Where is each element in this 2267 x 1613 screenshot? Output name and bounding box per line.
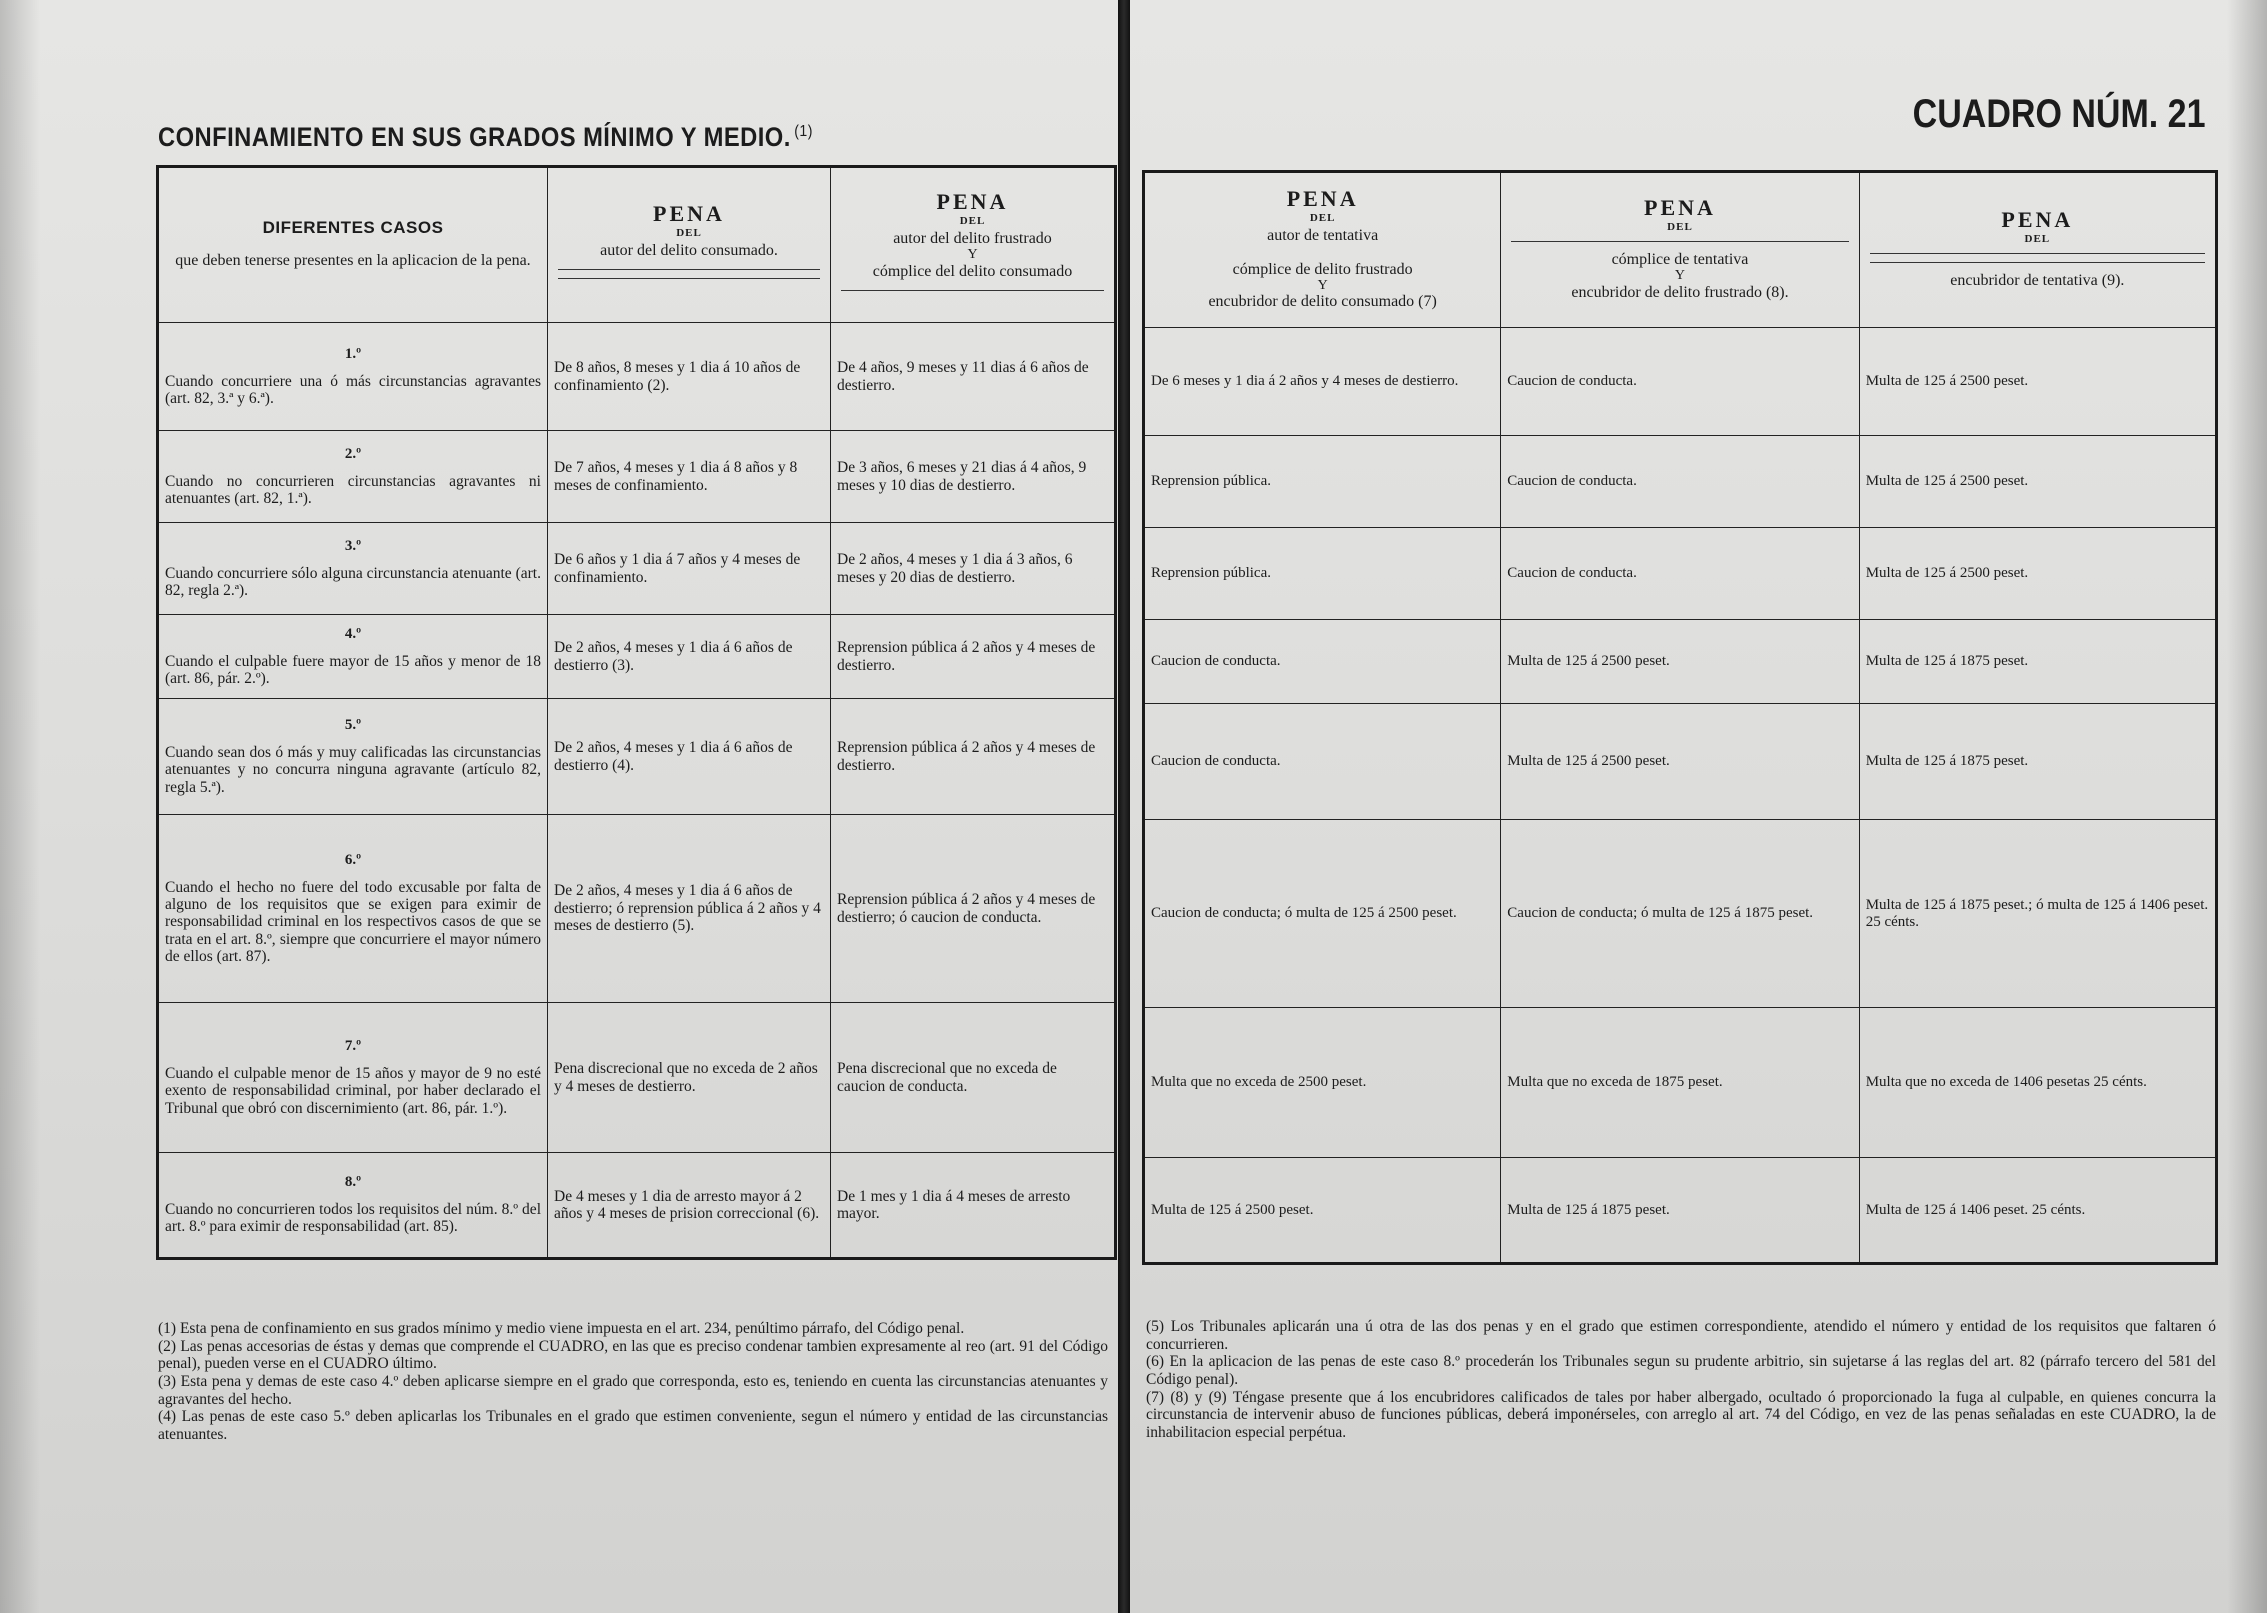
header-col2-text-b: cómplice del delito consumado (872, 262, 1073, 280)
header-col3-text-a: autor de tentativa (1267, 226, 1379, 244)
pena-autor-consumado-cell: De 2 años, 4 meses y 1 dia á 6 años de destierro (4). (548, 699, 831, 815)
header-del: DEL (959, 215, 986, 228)
pena-autor-frustrado-cell: Reprension pública á 2 años y 4 meses de destierro. (831, 615, 1116, 699)
header-pena: PENA (653, 201, 725, 226)
footnotes-left (158, 1320, 1108, 1444)
pena-autor-consumado-cell: De 2 años, 4 meses y 1 dia á 6 años de destierro; ó reprension pública á 2 años y 4 meses de destierro (5). (548, 815, 831, 1003)
caso-text: Cuando concurriere sólo alguna circunstancia atenuante (art. 82, regla 2.ª). (165, 564, 541, 599)
pena-encubridor-tentativa-cell: Multa que no exceda de 1406 pesetas 25 cénts. (1859, 1008, 2216, 1158)
caso-text: Cuando no concurrieren todos los requisitos del núm. 8.º del art. 8.º para eximir de responsabilidad (art. 85). (165, 1201, 541, 1236)
header-pena: PENA (2001, 207, 2074, 232)
pena-complice-tentativa-cell: Caucion de conducta; ó multa de 125 á 1875 peset. (1501, 820, 1859, 1008)
header-col-autor-tentativa (1144, 172, 1501, 328)
pena-autor-consumado-cell: De 7 años, 4 meses y 1 dia á 8 años y 8 meses de confinamiento. (548, 431, 831, 523)
pena-encubridor-tentativa-cell: Multa de 125 á 1406 peset. 25 cénts. (1859, 1158, 2216, 1264)
caso-cell (158, 431, 548, 523)
pena-complice-tentativa-cell: Multa de 125 á 2500 peset. (1501, 704, 1859, 820)
page-title-text: CONFINAMIENTO EN SUS GRADOS MÍNIMO Y MEDIO. (158, 122, 791, 152)
page-edge-shade (2227, 0, 2267, 1613)
caso-cell (158, 323, 548, 431)
table-row (1144, 620, 2217, 704)
caso-cell (158, 1153, 548, 1259)
footnote: (2) Las penas accesorias de éstas y demas que comprende el CUADRO, en las que es preciso condenar tambien expresamente al reo (art. 91 del Código penal), pueden verse en el CUADRO último. (158, 1337, 1108, 1373)
table-row (158, 431, 1116, 523)
footnote: (7) (8) y (9) Téngase presente que á los encubridores calificados de tales por haber albergado, ocultado ó proporcionado la fuga al culpable, en quienes concurra la circunstancia de intervenir abuso de funciones públicas, deberá imponérseles, con arreglo al art. 74 del Código, en vez de las penas señaladas en este CUADRO, la de inhabilitacion especial perpétua. (1146, 1388, 2216, 1441)
caso-number: 2.º (344, 445, 362, 462)
pena-autor-tentativa-cell: De 6 meses y 1 dia á 2 años y 4 meses de destierro. (1144, 328, 1501, 436)
table-row (1144, 328, 2217, 436)
pena-complice-tentativa-cell: Caucion de conducta. (1501, 328, 1859, 436)
table-row (158, 1003, 1116, 1153)
pena-complice-tentativa-cell: Multa de 125 á 2500 peset. (1501, 620, 1859, 704)
header-col4-y: Y (1674, 268, 1686, 284)
header-col4-text-b: encubridor de delito frustrado (8). (1571, 283, 1789, 301)
caso-text: Cuando concurriere una ó más circunstancias agravantes (art. 82, 3.ª y 6.ª). (165, 372, 541, 407)
table-row (158, 1153, 1116, 1259)
table-row (158, 323, 1116, 431)
table-row (158, 815, 1116, 1003)
pena-autor-tentativa-cell: Caucion de conducta; ó multa de 125 á 2500 peset. (1144, 820, 1501, 1008)
pena-complice-tentativa-cell: Caucion de conducta. (1501, 528, 1859, 620)
header-pena: PENA (1286, 185, 1359, 211)
pena-autor-frustrado-cell: Reprension pública á 2 años y 4 meses de destierro. (831, 699, 1116, 815)
table-row (1144, 820, 2217, 1008)
pena-complice-tentativa-cell: Multa que no exceda de 1875 peset. (1501, 1008, 1859, 1158)
caso-text: Cuando no concurrieren circunstancias agravantes ni atenuantes (art. 82, 1.ª). (165, 472, 541, 507)
right-page (1130, 0, 2267, 1613)
pena-autor-consumado-cell: Pena discrecional que no exceda de 2 años y 4 meses de destierro. (548, 1003, 831, 1153)
pena-autor-consumado-cell: De 6 años y 1 dia á 7 años y 4 meses de confinamiento. (548, 523, 831, 615)
left-page (0, 0, 1118, 1613)
pena-autor-frustrado-cell: Reprension pública á 2 años y 4 meses de destierro; ó caucion de conducta. (831, 815, 1116, 1003)
caso-cell (158, 615, 548, 699)
pena-encubridor-tentativa-cell: Multa de 125 á 1875 peset. (1859, 704, 2216, 820)
pena-autor-frustrado-cell: Pena discrecional que no exceda de caucion de conducta. (831, 1003, 1116, 1153)
header-divider (1870, 253, 2205, 254)
pena-autor-tentativa-cell: Reprension pública. (1144, 528, 1501, 620)
caso-cell (158, 699, 548, 815)
footnote: (6) En la aplicacion de las penas de este caso 8.º procederán los Tribunales segun su prudente arbitrio, sin sujetarse á las reglas del art. 82 (párrafo tercero del 581 del Código penal). (1146, 1353, 2216, 1388)
header-del: DEL (676, 227, 702, 239)
page-title (158, 122, 813, 153)
header-col1-text: autor del delito consumado. (600, 242, 778, 259)
header-divider (1870, 262, 2205, 263)
caso-number: 5.º (344, 717, 362, 734)
pena-autor-frustrado-cell: De 4 años, 9 meses y 11 dias á 6 años de destierro. (831, 323, 1116, 431)
header-divider (1511, 241, 1848, 242)
header-del: DEL (1309, 211, 1336, 224)
header-col3-text-b: cómplice de delito frustrado (1232, 260, 1413, 278)
caso-cell (158, 523, 548, 615)
table-row (158, 523, 1116, 615)
table-row (1144, 1158, 2217, 1264)
cuadro-number: CUADRO NÚM. 21 (1912, 92, 2205, 136)
header-col3-y: Y (1317, 277, 1328, 293)
pena-encubridor-tentativa-cell: Multa de 125 á 2500 peset. (1859, 328, 2216, 436)
table-row (1144, 1008, 2217, 1158)
header-casos-subtitle: que deben tenerse presentes en la aplicacion de la pena. (175, 252, 531, 270)
table-row (158, 615, 1116, 699)
footnote: (3) Esta pena y demas de este caso 4.º deben aplicarse siempre en el grado que corresponda, esto es, teniendo en cuenta las circunstancias atenuantes y agravantes del hecho. (158, 1372, 1108, 1408)
caso-text: Cuando sean dos ó más y muy calificadas las circunstancias atenuantes y no concurra ninguna agravante (artículo 82, regla 5.ª). (165, 743, 541, 796)
header-col-complice-tentativa (1501, 172, 1859, 328)
pena-complice-tentativa-cell: Multa de 125 á 1875 peset. (1501, 1158, 1859, 1264)
pena-autor-tentativa-cell: Multa que no exceda de 2500 peset. (1144, 1008, 1501, 1158)
pena-encubridor-tentativa-cell: Multa de 125 á 2500 peset. (1859, 436, 2216, 528)
caso-cell (158, 1003, 548, 1153)
caso-text: Cuando el culpable fuere mayor de 15 años y menor de 18 (art. 86, pár. 2.º). (165, 652, 541, 687)
header-col2-y: Y (967, 247, 978, 263)
pena-encubridor-tentativa-cell: Multa de 125 á 1875 peset.; ó multa de 125 á 1406 peset. 25 cénts. (1859, 820, 2216, 1008)
header-col4-text-a: cómplice de tentativa (1611, 251, 1749, 269)
pena-autor-consumado-cell: De 8 años, 8 meses y 1 dia á 10 años de confinamiento (2). (548, 323, 831, 431)
header-pena: PENA (936, 189, 1009, 215)
header-del: DEL (1667, 221, 1693, 234)
caso-number: 3.º (344, 537, 362, 554)
header-casos-title: DIFERENTES CASOS (262, 218, 444, 238)
pena-autor-frustrado-cell: De 2 años, 4 meses y 1 dia á 3 años, 6 meses y 20 dias de destierro. (831, 523, 1116, 615)
footnote: (4) Las penas de este caso 5.º deben aplicarlas los Tribunales en el grado que estimen conveniente, segun el número y entidad de las circunstancias atenuantes. (158, 1408, 1108, 1443)
pena-autor-tentativa-cell: Reprension pública. (1144, 436, 1501, 528)
pena-autor-consumado-cell: De 2 años, 4 meses y 1 dia á 6 años de destierro (3). (548, 615, 831, 699)
caso-text: Cuando el hecho no fuere del todo excusable por falta de alguno de los requisitos que se exigen para eximir de responsabilidad criminal en los respectivos casos de que se trata en el art. 8.º, siempre que concurriere el mayor número de ellos (art. 87). (165, 878, 541, 965)
header-pena: PENA (1644, 195, 1716, 221)
footnote: (1) Esta pena de confinamiento en sus grados mínimo y medio viene impuesta en el art. 234, penúltimo párrafo, del Código penal. (158, 1320, 965, 1337)
caso-number: 8.º (344, 1174, 362, 1191)
title-footnote-ref: (1) (794, 123, 813, 140)
table-row (1144, 704, 2217, 820)
header-divider (558, 269, 820, 270)
pena-autor-tentativa-cell: Multa de 125 á 2500 peset. (1144, 1158, 1501, 1264)
header-col-encubridor-tentativa (1859, 172, 2216, 328)
pena-encubridor-tentativa-cell: Multa de 125 á 2500 peset. (1859, 528, 2216, 620)
pena-autor-consumado-cell: De 4 meses y 1 dia de arresto mayor á 2 años y 4 meses de prision correccional (6). (548, 1153, 831, 1259)
header-col-autor-consumado (548, 167, 831, 323)
header-del: DEL (2024, 233, 2051, 245)
caso-cell (158, 815, 548, 1003)
pena-autor-tentativa-cell: Caucion de conducta. (1144, 704, 1501, 820)
header-col2-text-a: autor del delito frustrado (893, 230, 1052, 248)
caso-number: 1.º (344, 345, 362, 362)
header-divider (558, 278, 820, 279)
table-row (1144, 436, 2217, 528)
header-casos (158, 167, 548, 323)
caso-number: 4.º (344, 625, 362, 642)
header-col5-text-a: encubridor de tentativa (9). (1950, 272, 2125, 289)
page-edge-shade (0, 0, 40, 1613)
penalty-table-left (156, 165, 1117, 1260)
pena-encubridor-tentativa-cell: Multa de 125 á 1875 peset. (1859, 620, 2216, 704)
footnote: (5) Los Tribunales aplicarán una ú otra de las dos penas y en el grado que estimen correspondiente, atendido el número y entidad de los requisitos que faltaren ó concurrieren. (1146, 1318, 2216, 1353)
caso-number: 7.º (344, 1038, 362, 1055)
book-spine (1118, 0, 1130, 1613)
caso-text: Cuando el culpable menor de 15 años y mayor de 9 no esté exento de responsabilidad criminal, por haber declarado el Tribunal que obró con discernimiento (art. 86, pár. 1.º). (165, 1064, 541, 1117)
pena-autor-frustrado-cell: De 3 años, 6 meses y 21 dias á 4 años, 9 meses y 10 dias de destierro. (831, 431, 1116, 523)
header-divider (841, 290, 1104, 291)
table-row (158, 699, 1116, 815)
footnotes-right (1146, 1318, 2216, 1442)
header-col-autor-frustrado (831, 167, 1116, 323)
pena-autor-tentativa-cell: Caucion de conducta. (1144, 620, 1501, 704)
pena-complice-tentativa-cell: Caucion de conducta. (1501, 436, 1859, 528)
penalty-table-right (1142, 170, 2218, 1265)
table-row (1144, 528, 2217, 620)
caso-number: 6.º (344, 851, 362, 868)
pena-autor-frustrado-cell: De 1 mes y 1 dia á 4 meses de arresto mayor. (831, 1153, 1116, 1259)
header-col3-text-c: encubridor de delito consumado (7) (1208, 293, 1437, 311)
